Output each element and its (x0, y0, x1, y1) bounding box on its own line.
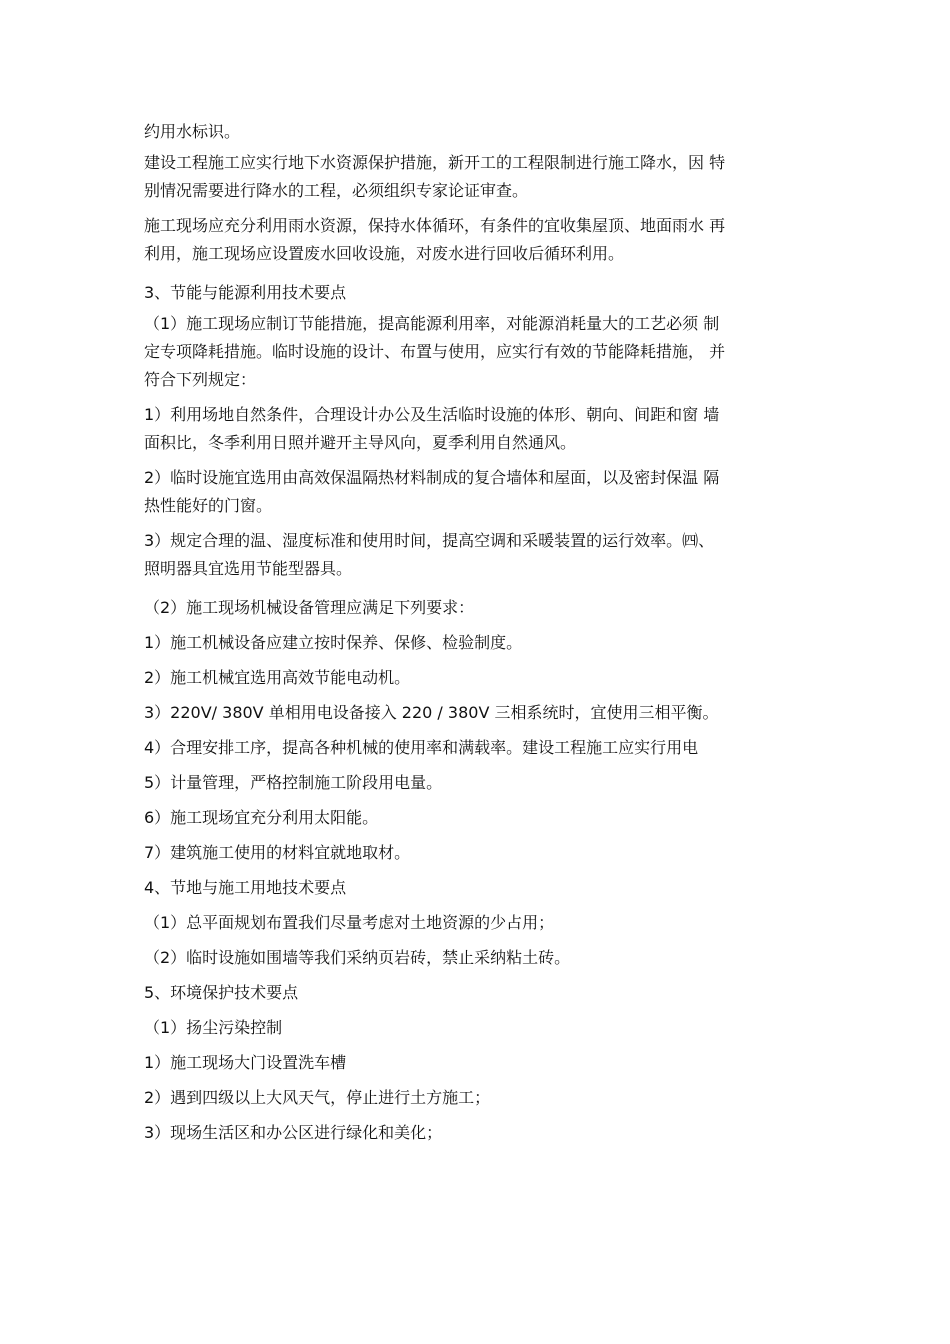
text-line: 3、节能与能源利用技术要点 (144, 283, 347, 302)
paragraph (144, 114, 814, 149)
text-line: 2）遇到四级以上大风天气，停止进行土方施工； (144, 1088, 491, 1107)
paragraph (144, 464, 814, 520)
list-item (144, 625, 814, 660)
list-item (144, 695, 814, 730)
list-item (144, 730, 814, 765)
text-line: 5、环境保护技术要点 (144, 983, 299, 1002)
text-line: 施工现场应充分利用雨水资源，保持水体循环，有条件的宜收集屋顶、地面雨水 再 (144, 216, 726, 235)
text-line: 3）规定合理的温、湿度标准和使用时间，提高空调和采暖装置的运行效率。㈣、 (144, 531, 715, 550)
text-line: 1）施工现场大门设置洗车槽 (144, 1053, 347, 1072)
list-item (144, 1115, 814, 1150)
text-line: 4、节地与施工用地技术要点 (144, 878, 347, 897)
text-line: 符合下列规定： (144, 370, 257, 389)
paragraph (144, 149, 814, 205)
paragraph (144, 310, 814, 394)
text-line: 1）施工机械设备应建立按时保养、保修、检验制度。 (144, 633, 523, 652)
text-line: 约用水标识。 (144, 122, 241, 141)
section-heading (144, 275, 814, 310)
text-line: 6）施工现场宜充分利用太阳能。 (144, 808, 379, 827)
text-line: 4）合理安排工序，提高各种机械的使用率和满载率。建设工程施工应实行用电 (144, 738, 699, 757)
text-line: 3）现场生活区和办公区进行绿化和美化； (144, 1123, 443, 1142)
document-body (144, 114, 814, 1150)
list-item (144, 905, 814, 940)
text-line: 3）220V/ 380V 单相用电设备接入 220 / 380V 三相系统时，宜使用三相平衡。 (144, 703, 719, 722)
text-line: 照明器具宜选用节能型器具。 (144, 559, 353, 578)
text-line: 别情况需要进行降水的工程，必须组织专家论证审查。 (144, 181, 529, 200)
list-item (144, 765, 814, 800)
list-item (144, 1080, 814, 1115)
paragraph (144, 212, 814, 268)
section-heading (144, 870, 814, 905)
text-line: 5）计量管理，严格控制施工阶段用电量。 (144, 773, 443, 792)
section-heading (144, 975, 814, 1010)
list-item (144, 1045, 814, 1080)
text-line: 建设工程施工应实行地下水资源保护措施，新开工的工程限制进行施工降水，因 特 (144, 153, 726, 172)
text-line: 定专项降耗措施。临时设施的设计、布置与使用，应实行有效的节能降耗措施， 并 (144, 342, 726, 361)
text-line: 1）利用场地自然条件，合理设计办公及生活临时设施的体形、朝向、间距和窗 墙 (144, 405, 720, 424)
text-line: 7）建筑施工使用的材料宜就地取材。 (144, 843, 411, 862)
text-line: 2）施工机械宜选用高效节能电动机。 (144, 668, 411, 687)
text-line: （1）扬尘污染控制 (144, 1018, 283, 1037)
text-line: 利用，施工现场应设置废水回收设施，对废水进行回收后循环利用。 (144, 244, 625, 263)
paragraph (144, 401, 814, 457)
paragraph (144, 590, 814, 625)
text-line: （1）总平面规划布置我们尽量考虑对土地资源的少占用； (144, 913, 555, 932)
text-line: （1）施工现场应制订节能措施，提高能源利用率，对能源消耗量大的工艺必须 制 (144, 314, 720, 333)
text-line: 热性能好的门窗。 (144, 496, 273, 515)
list-item (144, 835, 814, 870)
text-line: 面积比，冬季利用日照并避开主导风向，夏季利用自然通风。 (144, 433, 577, 452)
text-line: 2）临时设施宜选用由高效保温隔热材料制成的复合墙体和屋面，以及密封保温 隔 (144, 468, 720, 487)
list-item (144, 800, 814, 835)
text-line: （2）临时设施如围墙等我们采纳页岩砖，禁止采纳粘土砖。 (144, 948, 571, 967)
subsection-heading (144, 1010, 814, 1045)
text-line: （2）施工现场机械设备管理应满足下列要求： (144, 598, 475, 617)
paragraph (144, 527, 814, 583)
list-item (144, 660, 814, 695)
list-item (144, 940, 814, 975)
